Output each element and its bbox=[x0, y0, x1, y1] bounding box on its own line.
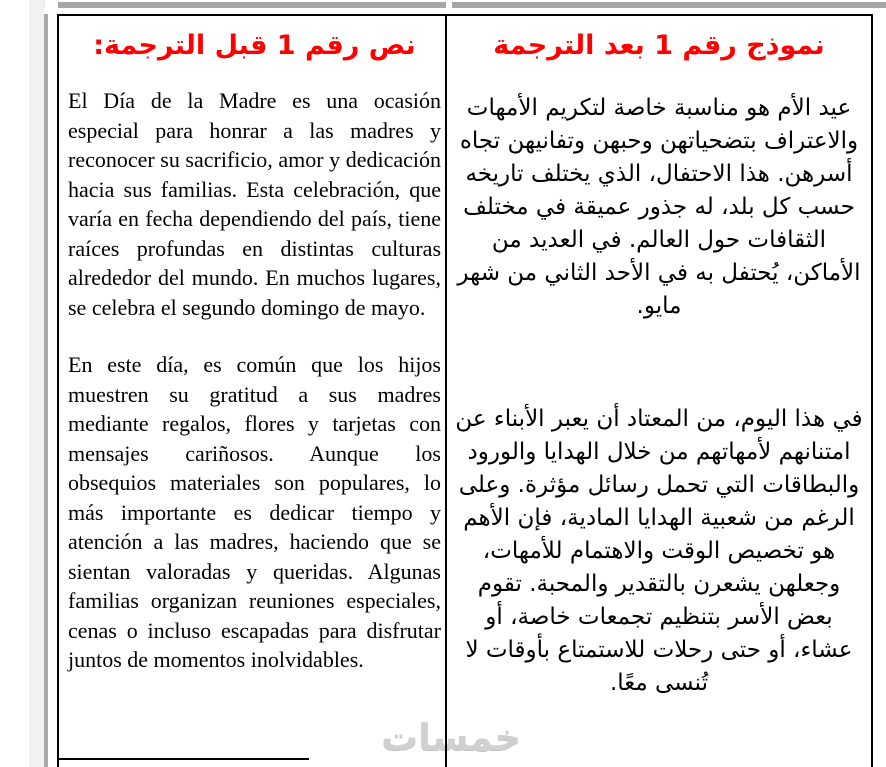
arabic-paragraph-2: في هذا اليوم، من المعتاد أن يعبر الأبناء عن امتنانهم لأمهاتهم من خلال الهدايا والورود والبطاقات التي تحمل رسائل مؤثرة. وعلى الرغم من شعبية الهدايا المادية، فإن الأهم هو تخصيص الوقت والاهتمام للأمهات، وجعلهن يشعرن بالتقدير والمحبة. تقوم بعض الأسر بتنظيم تجمعات خاصة، أو عشاء، أو حتى رحلات للاستمتاع بأوقات لا تُنسى معًا. bbox=[455, 406, 863, 696]
table-top-edge-right bbox=[452, 2, 886, 8]
before-translation-cell bbox=[59, 16, 447, 767]
before-translation-header: نص رقم 1 قبل الترجمة: bbox=[93, 30, 416, 61]
page-margin-line bbox=[44, 14, 48, 767]
arabic-paragraph-1: عيد الأم هو مناسبة خاصة لتكريم الأمهات والاعتراف بتضحياتهن وحبهن وتفانيهن تجاه أسرهن. هذا الاحتفال، الذي يختلف تاريخه حسب كل بلد، له جذور عميقة في مختلف الثقافات حول العالم. في العديد من الأماكن، يُحتفل به في الأحد الثاني من شهر مايو. bbox=[457, 95, 861, 319]
table-row-divider bbox=[57, 758, 309, 760]
spanish-paragraph-2: En este día, es común que los hijos muestren su gratitud a sus madres mediante regalos, flores y tarjetas con mensajes cariñosos. Aunque los obsequios materiales son populares, lo más importante es dedicar tiempo y atención a las madres, haciendo que se sientan valoradas y queridas. Algunas familias organizan reuniones especiales, cenas o incluso escapadas para disfrutar juntos de momentos inolvidables. bbox=[68, 352, 441, 672]
table-top-edge-left bbox=[58, 2, 446, 8]
after-translation-header: نموذج رقم 1 بعد الترجمة bbox=[493, 30, 825, 61]
khamsat-watermark: خمسات bbox=[381, 716, 522, 759]
translation-table bbox=[57, 14, 873, 767]
spanish-paragraph-1: El Día de la Madre es una ocasión especial para honrar a las madres y reconocer su sacrificio, amor y dedicación hacia sus familias. Esta celebración, que varía en fecha dependiendo del país, tiene raíces profundas en distintas culturas alrededor del mundo. En muchos lugares, se celebra el segundo domingo de mayo. bbox=[68, 88, 441, 320]
page-margin-strip bbox=[29, 0, 44, 767]
after-translation-cell bbox=[447, 16, 871, 767]
